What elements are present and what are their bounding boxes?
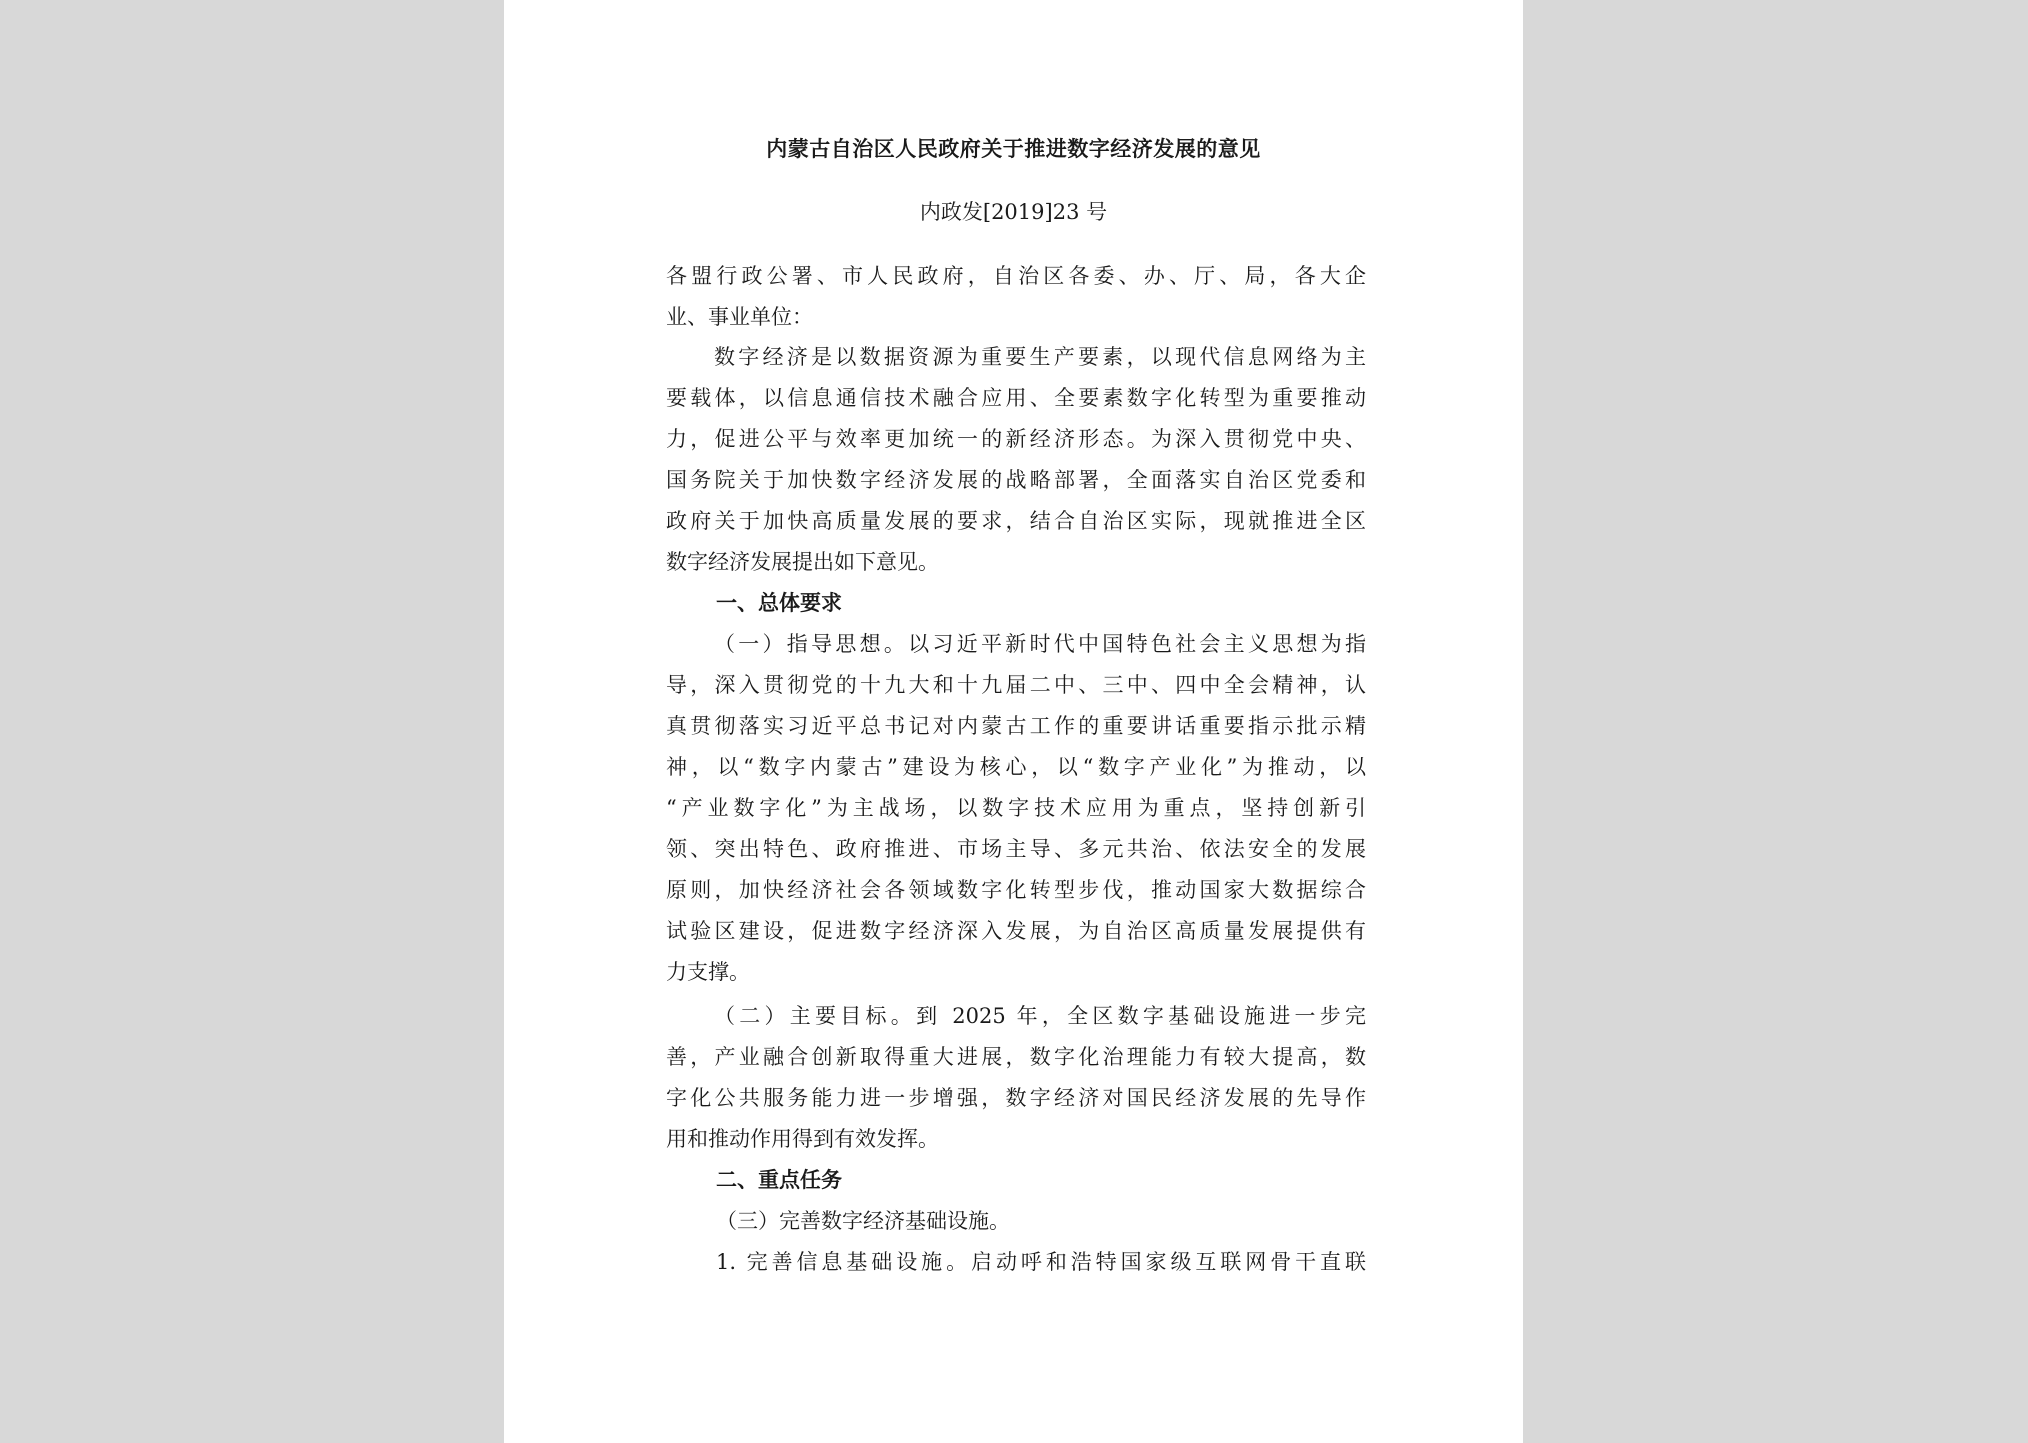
intro-line: 力，促进公平与效率更加统一的新经济形态。为深入贯彻党中央、 <box>666 427 1366 451</box>
intro-line: 数字经济发展提出如下意见。 <box>666 550 939 574</box>
goals-line: 善，产业融合创新取得重大进展，数字化治理能力有较大提高，数 <box>666 1045 1366 1069</box>
guiding-line: 真贯彻落实习近平总书记对内蒙古工作的重要讲话重要指示批示精 <box>666 714 1366 738</box>
guiding-line: 试验区建设，促进数字经济深入发展，为自治区高质量发展提供有 <box>666 919 1366 943</box>
guiding-line: 力支撑。 <box>666 960 750 984</box>
guiding-line: 原则，加快经济社会各领域数字化转型步伐，推动国家大数据综合 <box>666 878 1366 902</box>
guiding-line: “产业数字化”为主战场，以数字技术应用为重点，坚持创新引 <box>666 796 1366 820</box>
goals-line: 用和推动作用得到有效发挥。 <box>666 1127 939 1151</box>
intro-line: 要载体，以信息通信技术融合应用、全要素数字化转型为重要推动 <box>666 386 1366 410</box>
guiding-line: 神，以“数字内蒙古”建设为核心，以“数字产业化”为推动，以 <box>666 755 1366 779</box>
item-line: 1. 完善信息基础设施。启动呼和浩特国家级互联网骨干直联 <box>716 1250 1366 1274</box>
subsection-heading: （三）完善数字经济基础设施。 <box>716 1209 1010 1233</box>
document-title: 内蒙古自治区人民政府关于推进数字经济发展的意见 <box>766 136 1261 161</box>
section-heading: 二、重点任务 <box>716 1167 842 1192</box>
guiding-line: 导，深入贯彻党的十九大和十九届二中、三中、四中全会精神，认 <box>666 673 1366 697</box>
addressee-line: 业、事业单位： <box>666 305 813 329</box>
addressee-line: 各盟行政公署、市人民政府，自治区各委、办、厅、局，各大企 <box>666 264 1366 288</box>
guiding-line: （一）指导思想。以习近平新时代中国特色社会主义思想为指 <box>714 632 1366 656</box>
intro-line: 数字经济是以数据资源为重要生产要素，以现代信息网络为主 <box>714 345 1366 369</box>
goals-line: （二）主要目标。到 2025 年，全区数字基础设施进一步完 <box>714 1004 1366 1028</box>
section-heading: 一、总体要求 <box>716 590 842 615</box>
intro-line: 政府关于加快高质量发展的要求，结合自治区实际，现就推进全区 <box>666 509 1366 533</box>
document-page <box>504 0 1523 1443</box>
guiding-line: 领、突出特色、政府推进、市场主导、多元共治、依法安全的发展 <box>666 837 1366 861</box>
document-number: 内政发[2019]23 号 <box>919 200 1108 224</box>
intro-line: 国务院关于加快数字经济发展的战略部署，全面落实自治区党委和 <box>666 468 1366 492</box>
goals-line: 字化公共服务能力进一步增强，数字经济对国民经济发展的先导作 <box>666 1086 1366 1110</box>
